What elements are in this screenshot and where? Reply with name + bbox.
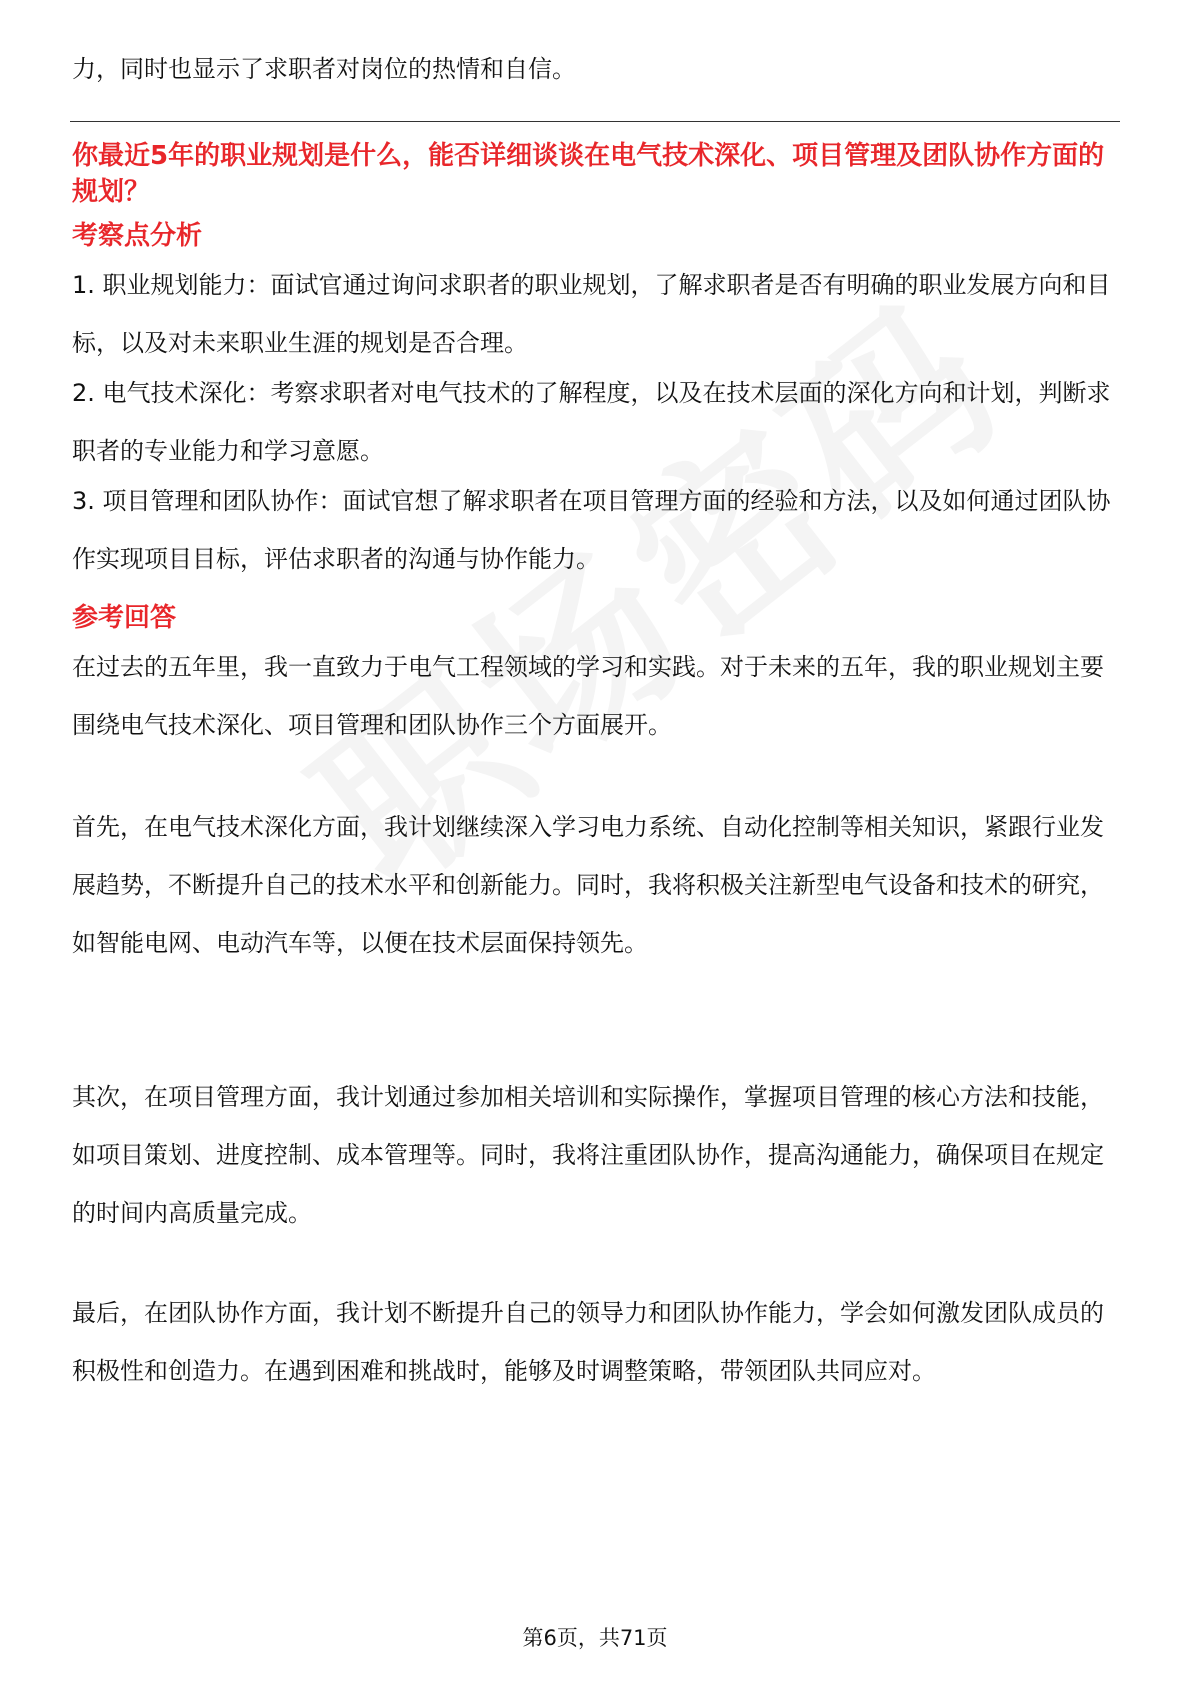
answer-heading: 参考回答 (72, 603, 177, 633)
answer-paragraph-3: 其次，在项目管理方面，我计划通过参加相关培训和实际操作，掌握项目管理的核心方法和技能，如项目策划、进度控制、成本管理等。同时，我将注重团队协作，提高沟通能力，确保项目在规定的时间内高质量完成。 (72, 1083, 1104, 1227)
answer-paragraph-4: 最后，在团队协作方面，我计划不断提升自己的领导力和团队协作能力，学会如何激发团队成员的积极性和创造力。在遇到困难和挑战时，能够及时调整策略，带领团队共同应对。 (72, 1299, 1104, 1385)
answer-paragraph-1: 在过去的五年里，我一直致力于电气工程领域的学习和实践。对于未来的五年，我的职业规划主要围绕电气技术深化、项目管理和团队协作三个方面展开。 (72, 653, 1104, 739)
page-number: 第6页，共71页 (522, 1626, 668, 1650)
continued-text: 力，同时也显示了求职者对岗位的热情和自信。 (72, 55, 576, 83)
analysis-heading: 考察点分析 (72, 221, 203, 251)
divider (70, 121, 1120, 122)
question-heading: 你最近5年的职业规划是什么，能否详细谈谈在电气技术深化、项目管理及团队协作方面的规划？ (72, 141, 1105, 207)
answer-paragraph-2: 首先，在电气技术深化方面，我计划继续深入学习电力系统、自动化控制等相关知识，紧跟行业发展趋势，不断提升自己的技术水平和创新能力。同时，我将积极关注新型电气设备和技术的研究，如智能电网、电动汽车等，以便在技术层面保持领先。 (72, 813, 1104, 957)
analysis-item-3: 3. 项目管理和团队协作：面试官想了解求职者在项目管理方面的经验和方法，以及如何通过团队协作实现项目目标，评估求职者的沟通与协作能力。 (72, 487, 1111, 573)
analysis-item-1: 1. 职业规划能力：面试官通过询问求职者的职业规划，了解求职者是否有明确的职业发展方向和目标，以及对未来职业生涯的规划是否合理。 (72, 271, 1111, 357)
analysis-item-2: 2. 电气技术深化：考察求职者对电气技术的了解程度，以及在技术层面的深化方向和计划，判断求职者的专业能力和学习意愿。 (72, 379, 1111, 465)
